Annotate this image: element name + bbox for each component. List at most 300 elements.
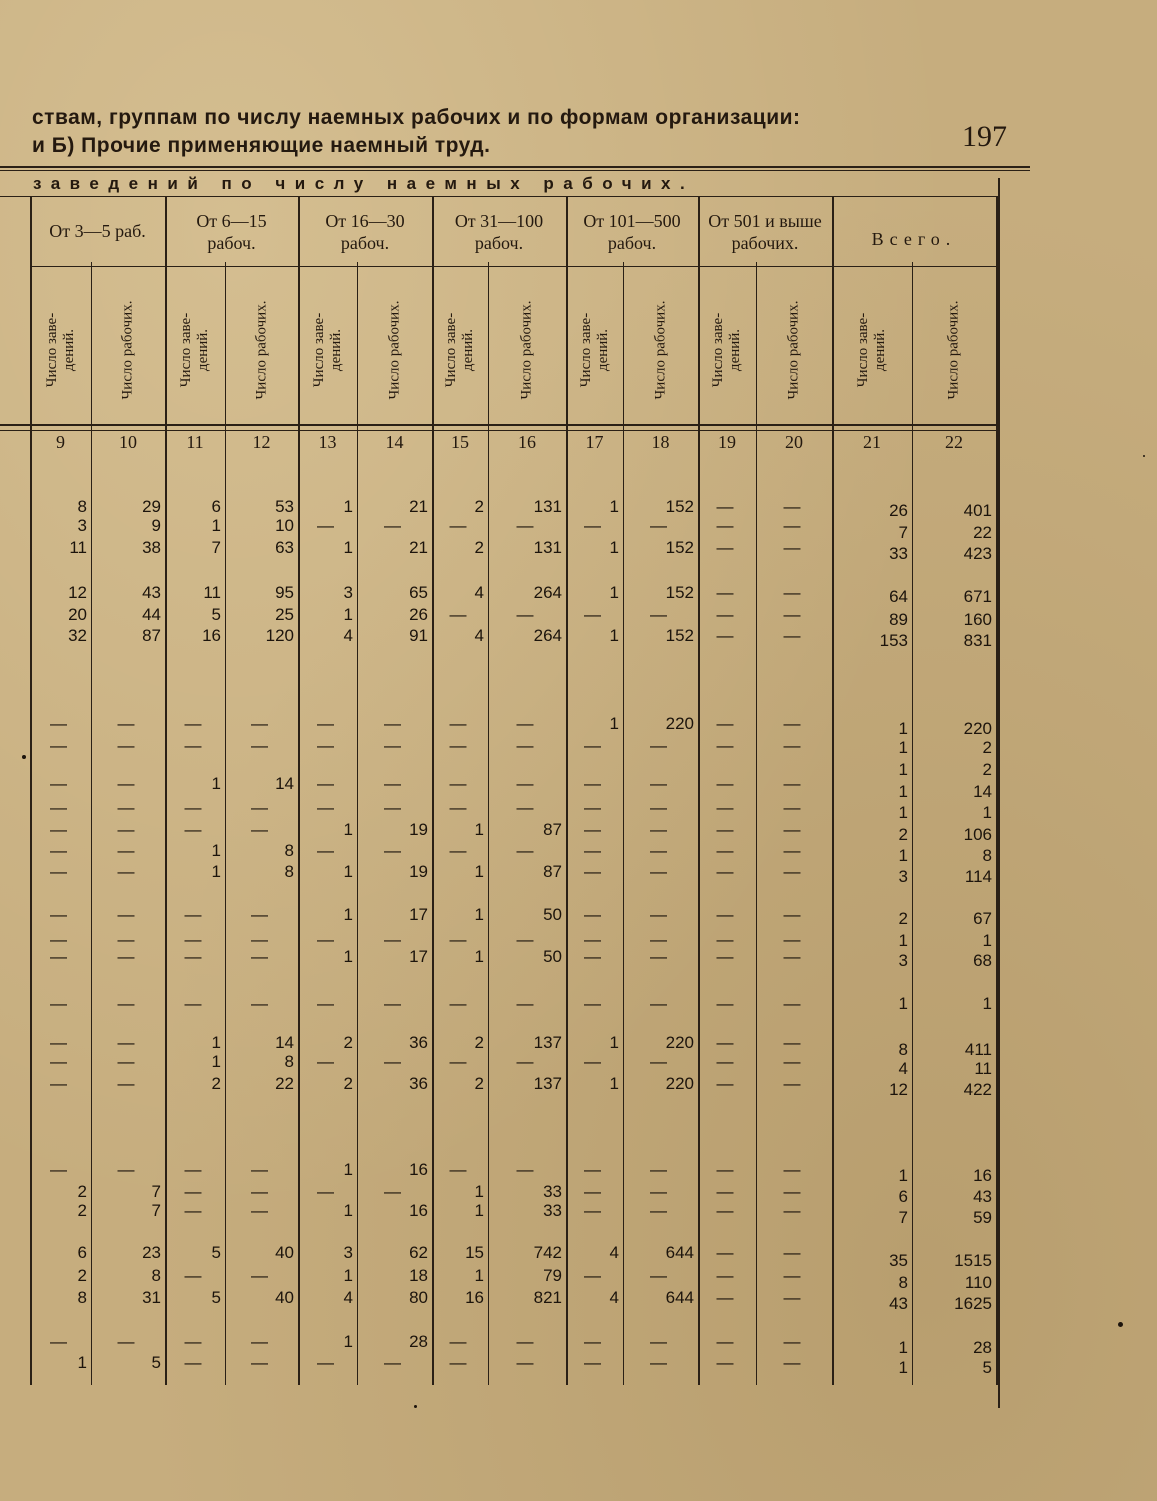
group-header: От 6—15 рабоч. — [196, 211, 267, 253]
table-cell: — — [650, 994, 667, 1013]
table-cell: 2 — [474, 1074, 484, 1093]
total-cell: 64 — [889, 587, 908, 606]
table-cell: 644 — [665, 1243, 694, 1262]
table-cell: — — [650, 862, 667, 881]
table-cell: — — [117, 930, 135, 949]
table-cell: 1 — [474, 947, 484, 966]
table-cell: — — [650, 841, 667, 860]
total-cell: 8 — [898, 1273, 908, 1292]
subheader-label: Число рабочих. — [119, 300, 136, 400]
total-cell: 422 — [963, 1080, 992, 1099]
table-cell: 87 — [543, 862, 562, 881]
table-cell: 22 — [275, 1074, 294, 1093]
table-cell: 21 — [409, 538, 428, 557]
table-cell: — — [184, 994, 202, 1013]
table-cell: — — [50, 736, 67, 755]
total-cell: 16 — [973, 1166, 992, 1185]
table-cell: 1 — [609, 538, 619, 557]
table-cell: — — [716, 1033, 734, 1052]
table-cell: 1 — [211, 1033, 221, 1052]
table-cell: — — [716, 994, 734, 1013]
table-cell: — — [384, 736, 401, 755]
table-cell: — — [716, 516, 734, 535]
table-cell: — — [184, 736, 202, 755]
table-cell: 19 — [409, 862, 428, 881]
table-cell: 1 — [211, 1052, 221, 1071]
table-cell: — — [516, 1332, 534, 1351]
table-cell: 8 — [77, 1288, 87, 1307]
total-cell: 8 — [898, 1040, 908, 1059]
table-cell: — — [117, 820, 135, 839]
table-cell: — — [716, 736, 734, 755]
table-cell: — — [584, 820, 601, 839]
table-cell: — — [317, 1353, 334, 1372]
table-cell: 14 — [275, 1033, 294, 1052]
table-cell: 4 — [343, 1288, 353, 1307]
group-header: От 501 и выше рабочих. — [708, 211, 822, 253]
table-cell: — — [783, 798, 801, 817]
table-cell: 2 — [211, 1074, 221, 1093]
table-cell: 79 — [543, 1266, 562, 1285]
table-cell: — — [783, 1074, 801, 1093]
table-cell: — — [50, 841, 67, 860]
table-cell: — — [384, 798, 401, 817]
table-cell: 18 — [409, 1266, 428, 1285]
table-cell: — — [449, 798, 467, 817]
table-cell: — — [184, 947, 202, 966]
table-cell: — — [716, 626, 734, 645]
table-cell: 10 — [275, 516, 294, 535]
total-cell: 26 — [889, 501, 908, 520]
table-cell: 36 — [409, 1074, 428, 1093]
subheader-label: Число заве- дений. — [310, 312, 344, 388]
table-cell: — — [117, 1052, 135, 1071]
table-cell: — — [783, 930, 801, 949]
table-cell: — — [251, 930, 268, 949]
column-number: 9 — [56, 432, 65, 452]
table-cell: — — [184, 1353, 202, 1372]
table-cell: — — [716, 605, 734, 624]
group-header: От 16—30 рабоч. — [325, 211, 405, 253]
table-cell: 7 — [211, 538, 221, 557]
table-cell: 8 — [151, 1266, 161, 1285]
table-cell: 2 — [77, 1201, 87, 1220]
table-cell: — — [384, 841, 401, 860]
subheader-label: Число заве- дений. — [710, 312, 743, 388]
table-cell: — — [117, 1160, 135, 1179]
table-cell: — — [50, 1074, 67, 1093]
table-cell: 1 — [343, 862, 353, 881]
table-cell: 19 — [409, 820, 428, 839]
table-cell: — — [650, 605, 667, 624]
table-cell: — — [184, 1332, 202, 1351]
subheader-establishments — [165, 270, 225, 430]
table-cell: — — [716, 862, 734, 881]
subheader-workers — [357, 270, 432, 430]
table-cell: — — [516, 1160, 534, 1179]
table-cell: 5 — [151, 1353, 161, 1372]
table-cell: 50 — [543, 905, 562, 924]
total-cell: 1 — [898, 931, 908, 950]
column-number: 15 — [451, 432, 469, 452]
table-cell: 1 — [343, 605, 353, 624]
table-cell: — — [251, 798, 268, 817]
table-cell: — — [50, 1052, 67, 1071]
subheader-workers — [912, 270, 996, 430]
column-number: 22 — [945, 432, 963, 452]
total-cell: 1 — [898, 846, 908, 865]
table-cell: — — [251, 1332, 268, 1351]
table-cell: 152 — [665, 538, 694, 557]
speck — [22, 755, 26, 759]
table-cell: — — [117, 1033, 135, 1052]
total-cell: 4 — [898, 1059, 908, 1078]
table-cell: — — [117, 841, 135, 860]
table-cell: — — [184, 820, 202, 839]
table-cell: — — [184, 1182, 202, 1201]
total-cell: 1 — [898, 1166, 908, 1185]
table-cell: — — [449, 1052, 467, 1071]
table-cell: — — [716, 1201, 734, 1220]
table-title: заведений по числу наемных рабочих. — [33, 174, 695, 193]
table-cell: — — [50, 994, 67, 1013]
total-cell: 33 — [889, 544, 908, 563]
table-cell: — — [317, 714, 334, 733]
table-cell: — — [50, 930, 67, 949]
total-cell: 1 — [898, 994, 908, 1013]
total-cell: 106 — [963, 825, 992, 844]
table-cell: — — [584, 736, 601, 755]
table-cell: 33 — [543, 1182, 562, 1201]
table-cell: — — [716, 905, 734, 924]
table-cell: 2 — [77, 1266, 87, 1285]
subheader-workers — [91, 270, 165, 430]
total-cell: 7 — [898, 523, 908, 542]
column-number: 10 — [119, 432, 137, 452]
table-cell: — — [783, 994, 801, 1013]
table-cell: 4 — [609, 1243, 619, 1262]
table-cell: 1 — [211, 862, 221, 881]
subheader-label: Число заве- дений. — [577, 312, 611, 388]
table-cell: 40 — [275, 1288, 294, 1307]
table-cell: — — [449, 774, 467, 793]
table-cell: — — [783, 497, 801, 516]
table-cell: — — [184, 930, 202, 949]
table-cell: — — [50, 714, 67, 733]
subheader-workers — [756, 270, 832, 430]
table-cell: — — [584, 1266, 601, 1285]
table-cell: 5 — [211, 605, 221, 624]
subheader-label: Число заве- дений. — [855, 312, 888, 388]
column-number: 13 — [318, 432, 337, 452]
table-cell: — — [783, 1033, 801, 1052]
table-cell: 152 — [665, 626, 694, 645]
table-cell: — — [184, 905, 202, 924]
table-cell: — — [50, 798, 67, 817]
table-cell: — — [716, 1332, 734, 1351]
total-cell: 1 — [898, 760, 908, 779]
table-cell: — — [650, 516, 667, 535]
table-cell: 2 — [474, 497, 484, 516]
table-cell: — — [783, 820, 801, 839]
table-cell: — — [584, 905, 601, 924]
total-cell: 43 — [973, 1187, 992, 1206]
table-cell: 50 — [543, 947, 562, 966]
table-cell: 11 — [69, 538, 87, 557]
column-number: 18 — [651, 432, 670, 452]
table-cell: 14 — [275, 774, 294, 793]
table-cell: — — [584, 1201, 601, 1220]
subheader-label: Число рабочих. — [652, 300, 668, 400]
subheader-label: Число заве- дений. — [178, 312, 211, 388]
total-cell: 153 — [879, 631, 908, 650]
table-cell: — — [584, 947, 601, 966]
table-cell: — — [117, 905, 135, 924]
table-cell: — — [783, 1201, 801, 1220]
table-cell: — — [516, 1353, 534, 1372]
total-cell: 1 — [982, 994, 992, 1013]
table-cell: — — [650, 1182, 667, 1201]
column-number: 12 — [252, 432, 271, 452]
page-number: 197 — [962, 120, 1007, 153]
subheader-workers — [225, 270, 298, 430]
table-cell: 4 — [474, 626, 484, 645]
total-cell: 1515 — [954, 1251, 992, 1270]
table-cell: 17 — [409, 947, 428, 966]
subheader-label: Число заве- дений. — [43, 312, 77, 388]
table-cell: — — [449, 1353, 467, 1372]
table-cell: — — [317, 841, 334, 860]
table-cell: — — [783, 583, 801, 602]
table-cell: — — [117, 947, 135, 966]
table-cell: — — [317, 1182, 334, 1201]
total-cell: 401 — [963, 501, 992, 520]
table-cell: — — [317, 994, 334, 1013]
table-cell: — — [50, 862, 67, 881]
subheader-label: Число рабочих. — [253, 300, 269, 400]
total-cell: 68 — [973, 951, 992, 970]
total-cell: 1 — [898, 1338, 908, 1357]
table-cell: 2 — [474, 538, 484, 557]
column-number: 11 — [186, 432, 204, 452]
column-number: 21 — [863, 432, 881, 452]
table-cell: 2 — [474, 1033, 484, 1052]
total-cell: 67 — [973, 909, 992, 928]
subheader-label: Число рабочих. — [945, 300, 962, 400]
table-cell: — — [783, 1266, 801, 1285]
subheader-label: Число заве- дений. — [443, 312, 476, 388]
total-cell: 3 — [898, 951, 908, 970]
table-cell: — — [584, 774, 601, 793]
column-number: 19 — [718, 432, 736, 452]
table-cell: — — [384, 1182, 401, 1201]
table-cell: 2 — [77, 1182, 87, 1201]
total-cell: 5 — [982, 1358, 992, 1377]
table-cell: 26 — [409, 605, 428, 624]
table-cell: — — [783, 1353, 801, 1372]
table-cell: — — [117, 714, 135, 733]
table-cell: 264 — [533, 626, 562, 645]
table-cell: — — [716, 820, 734, 839]
table-cell: — — [117, 1332, 135, 1351]
table-cell: 2 — [343, 1033, 353, 1052]
table-cell: — — [584, 516, 601, 535]
table-cell: 1 — [343, 538, 353, 557]
table-cell: — — [584, 605, 601, 624]
table-cell: 62 — [409, 1243, 428, 1262]
group-header-underline — [30, 266, 996, 267]
group-header: Всего. — [871, 229, 957, 249]
table-cell: 1 — [211, 774, 221, 793]
table-cell: 1 — [343, 1266, 353, 1285]
table-cell: 1 — [609, 497, 619, 516]
table-cell: 12 — [68, 583, 87, 602]
table-cell: — — [650, 798, 667, 817]
table-cell: — — [716, 1266, 734, 1285]
table-cell: — — [783, 516, 801, 535]
table-cell: — — [251, 1266, 268, 1285]
table-cell: 16 — [409, 1201, 428, 1220]
table-cell: — — [650, 1052, 667, 1071]
total-cell: 2 — [982, 760, 992, 779]
table-cell: — — [650, 905, 667, 924]
table-cell: — — [251, 1353, 268, 1372]
table-cell: 1 — [609, 714, 619, 733]
table-cell: 120 — [265, 626, 294, 645]
table-cell: — — [117, 774, 135, 793]
total-cell: 831 — [963, 631, 992, 650]
table-cell: — — [251, 947, 268, 966]
total-cell: 671 — [963, 587, 992, 606]
table-cell: 1 — [609, 583, 619, 602]
table-cell: 23 — [142, 1243, 161, 1262]
table-cell: — — [50, 947, 67, 966]
table-cell: 38 — [142, 538, 161, 557]
table-cell: — — [117, 798, 135, 817]
total-cell: 1 — [898, 782, 908, 801]
table-cell: 1 — [343, 905, 353, 924]
table-cell: — — [384, 994, 401, 1013]
total-cell: 1 — [898, 719, 908, 738]
table-cell: 137 — [533, 1033, 562, 1052]
subheader-establishments — [30, 270, 91, 430]
column-number: 20 — [785, 432, 803, 452]
table-cell: — — [716, 1182, 734, 1201]
total-cell: 2 — [898, 825, 908, 844]
total-cell: 43 — [889, 1294, 908, 1313]
total-cell: 2 — [982, 738, 992, 757]
table-cell: 29 — [142, 497, 161, 516]
table-cell: 220 — [665, 1074, 694, 1093]
header-line-2: и Б) Прочие применяющие наемный труд. — [32, 134, 491, 157]
table-cell: 31 — [142, 1288, 161, 1307]
table-cell: — — [516, 516, 534, 535]
total-cell: 89 — [889, 610, 908, 629]
table-cell: 1 — [474, 1266, 484, 1285]
total-cell: 35 — [889, 1251, 908, 1270]
table-cell: — — [384, 1052, 401, 1071]
table-cell: — — [449, 1160, 467, 1179]
table-cell: 7 — [151, 1201, 161, 1220]
subheader-establishments — [698, 270, 756, 430]
table-cell: — — [384, 516, 401, 535]
total-cell: 114 — [964, 867, 992, 886]
table-cell: — — [384, 714, 401, 733]
speck — [414, 1405, 417, 1408]
column-number: 17 — [585, 432, 604, 452]
table-cell: 43 — [142, 583, 161, 602]
table-cell: 8 — [284, 841, 294, 860]
table-cell: — — [650, 820, 667, 839]
table-cell: 3 — [77, 516, 87, 535]
table-cell: 264 — [533, 583, 562, 602]
table-cell: 11 — [203, 583, 221, 602]
total-cell: 411 — [964, 1040, 992, 1059]
table-cell: 7 — [151, 1182, 161, 1201]
table-cell: — — [50, 1033, 67, 1052]
table-cell: 63 — [275, 538, 294, 557]
table-cell: — — [251, 1201, 268, 1220]
table-cell: 65 — [409, 583, 428, 602]
total-cell: 11 — [974, 1059, 992, 1078]
table-cell: — — [516, 798, 534, 817]
table-cell: — — [716, 1074, 734, 1093]
total-cell: 12 — [889, 1080, 908, 1099]
subheader-establishments — [432, 270, 488, 430]
table-cell: 4 — [343, 626, 353, 645]
table-cell: — — [716, 583, 734, 602]
total-cell: 1 — [982, 931, 992, 950]
table-cell: — — [716, 1243, 734, 1262]
table-cell: — — [716, 774, 734, 793]
table-cell: — — [584, 1160, 601, 1179]
total-cell: 1 — [982, 803, 992, 822]
table-cell: — — [449, 714, 467, 733]
table-cell: 1 — [474, 862, 484, 881]
header-line-1: ствам, группам по числу наемных рабочих и по формам организации: — [32, 106, 801, 129]
table-cell: 1 — [474, 820, 484, 839]
table-cell: — — [783, 841, 801, 860]
table-cell: — — [716, 714, 734, 733]
table-cell: — — [184, 714, 202, 733]
table-cell: 1 — [609, 1074, 619, 1093]
table-cell: 16 — [202, 626, 221, 645]
table-cell: 1 — [343, 497, 353, 516]
table-cell: — — [449, 841, 467, 860]
table-cell: — — [317, 736, 334, 755]
table-cell: — — [716, 497, 734, 516]
table-cell: 3 — [343, 1243, 353, 1262]
table-cell: — — [716, 1288, 734, 1307]
table-cell: 80 — [409, 1288, 428, 1307]
table-cell: — — [251, 714, 268, 733]
table-cell: 1 — [343, 820, 353, 839]
table-cell: — — [783, 1288, 801, 1307]
table-cell: — — [184, 1201, 202, 1220]
table-cell: — — [516, 736, 534, 755]
table-cell: 87 — [543, 820, 562, 839]
table-cell: — — [251, 736, 268, 755]
table-cell: 1 — [343, 947, 353, 966]
table-cell: — — [584, 798, 601, 817]
column-number: 14 — [385, 432, 404, 452]
table-cell: — — [251, 905, 268, 924]
table-cell: — — [584, 1182, 601, 1201]
table-cell: — — [783, 538, 801, 557]
table-right-border — [998, 178, 1000, 1408]
table-cell: 131 — [533, 538, 562, 557]
table-cell: — — [384, 1353, 401, 1372]
